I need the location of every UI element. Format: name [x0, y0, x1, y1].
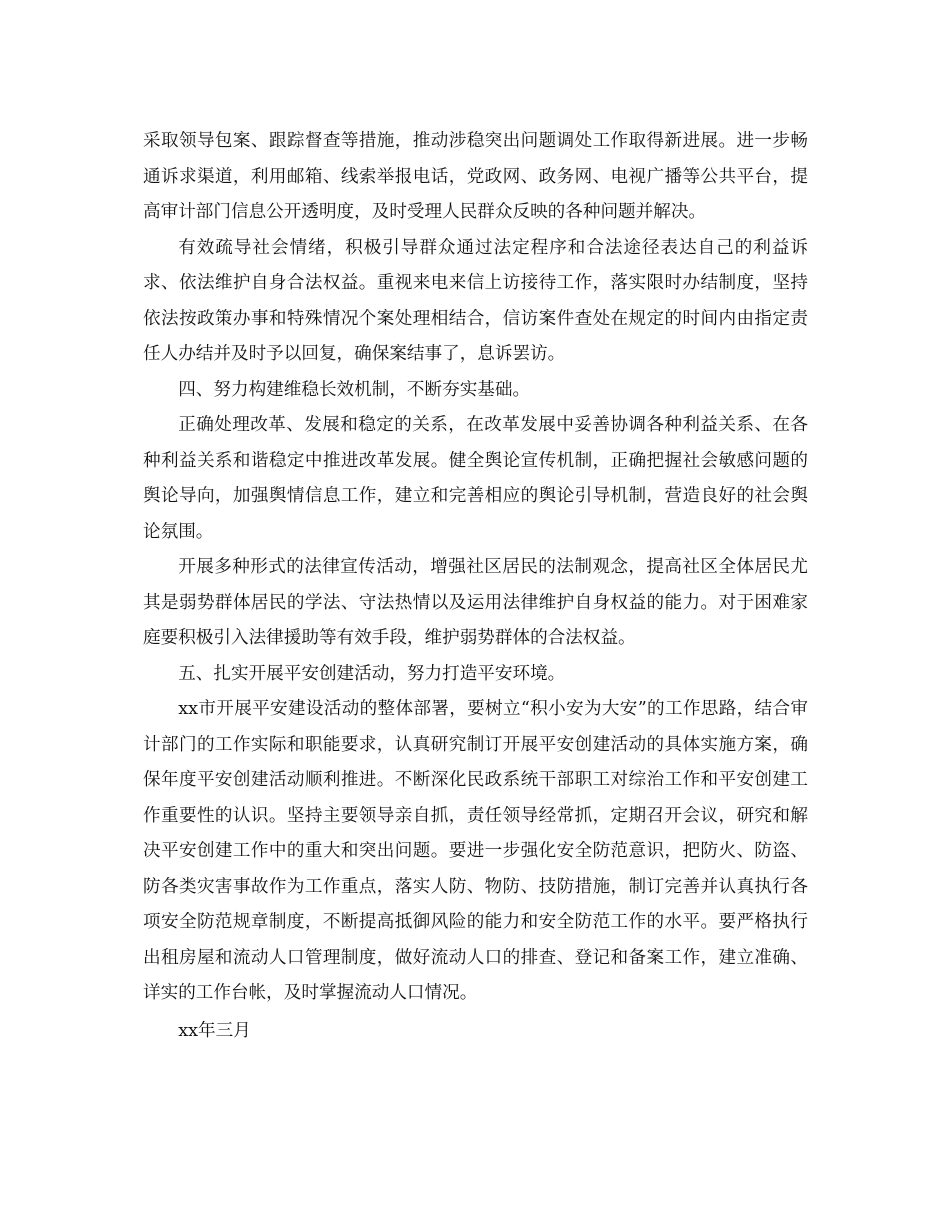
section-heading-five: 五、扎实开展平安创建活动，努力打造平安环境。	[178, 663, 566, 684]
paragraph-legal-publicity: 开展多种形式的法律宣传活动，增强社区居民的法制观念，提高社区全体居民尤其是弱势群体居民的学法、守法热情以及运用法律维护自身权益的能力。对于困难家庭要积极引入法律援助等有效手段，维护弱势群体的合法权益。	[143, 557, 808, 648]
section-heading-four: 四、努力构建维稳长效机制，不断夯实基础。	[178, 379, 531, 400]
paragraph-safety-campaign: xx市开展平安建设活动的整体部署，要树立“积小安为大安”的工作思路，结合审计部门的工作实际和职能要求，认真研究制订开展平安创建活动的具体实施方案，确保年度平安创建活动顺利推进。不断深化民政系统干部职工对综治工作和平安创建工作重要性的认识。坚持主要领导亲自抓，责任领导经常抓，定期召开会议，研究和解决平安创建工作中的重大和突出问题。要进一步强化安全防范意识，把防火、防盗、防各类灾害事故作为工作重点，落实人防、物防、技防措施，制订完善并认真执行各项安全防范规章制度，不断提高抵御风险的能力和安全防范工作的水平。要严格执行出租房屋和流动人口管理制度，做好流动人口的排查、登记和备案工作，建立准确、详实的工作台帐，及时掌握流动人口情况。	[143, 699, 808, 1003]
paragraph-reform: 正确处理改革、发展和稳定的关系，在改革发展中妥善协调各种利益关系、在各种利益关系和谐稳定中推进改革发展。健全舆论宣传机制，正确把握社会敏感问题的舆论导向，加强舆情信息工作，建立和完善相应的舆论引导机制，营造良好的社会舆论氛围。	[143, 415, 808, 542]
paragraph-continuation: 采取领导包案、跟踪督查等措施，推动涉稳突出问题调处工作取得新进展。进一步畅通诉求渠道，利用邮箱、线索举报电话，党政网、政务网、电视广播等公共平台，提高审计部门信息公开透明度，及时受理人民群众反映的各种问题并解决。	[143, 131, 808, 222]
paragraph-emotions: 有效疏导社会情绪，积极引导群众通过法定程序和合法途径表达自己的利益诉求、依法维护自身合法权益。重视来电来信上访接待工作，落实限时办结制度，坚持依法按政策办事和特殊情况个案处理相结合，信访案件查处在规定的时间内由指定责任人办结并及时予以回复，确保案结事了，息诉罢访。	[143, 237, 808, 364]
document-date: xx年三月	[178, 1020, 251, 1041]
document-body	[143, 124, 808, 1049]
